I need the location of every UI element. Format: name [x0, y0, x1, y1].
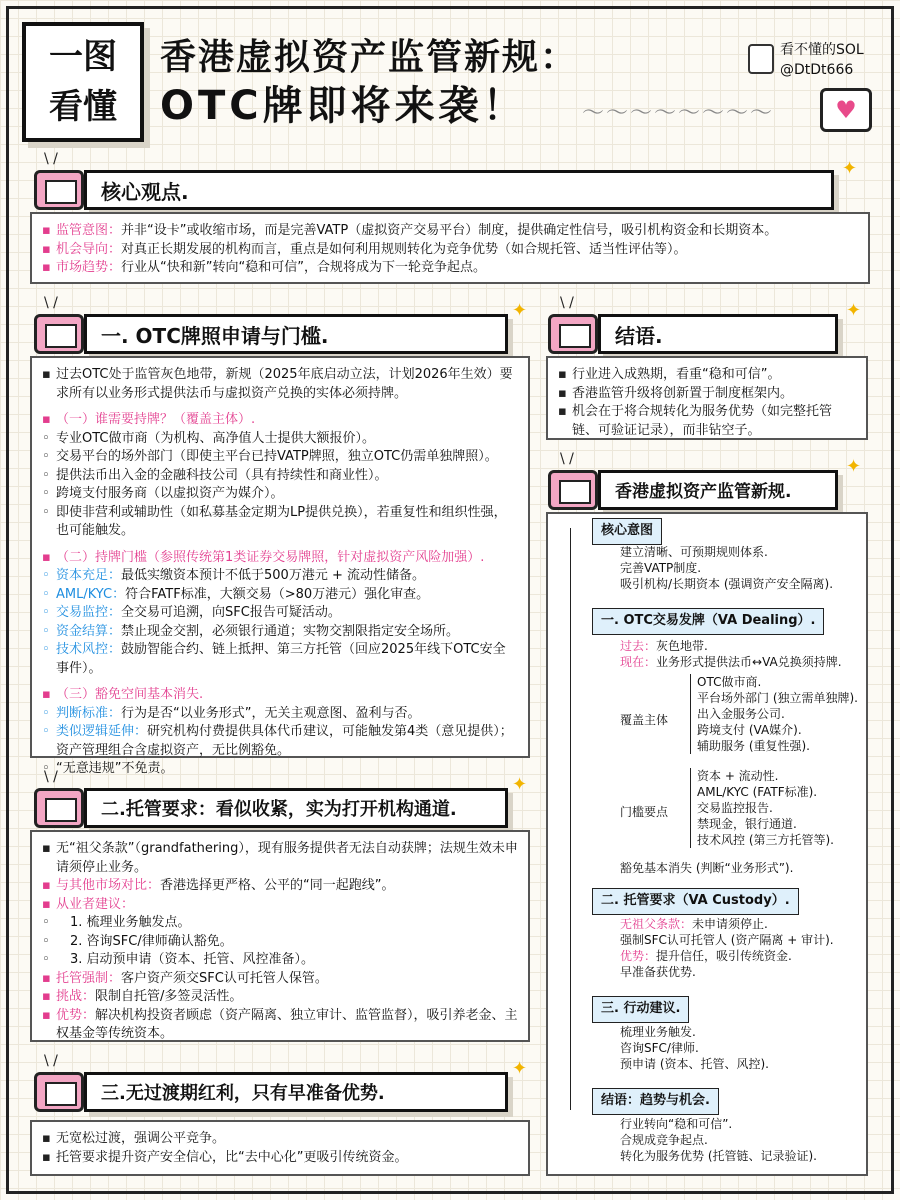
concl-box [546, 356, 868, 440]
s3-box [30, 1120, 530, 1176]
wave-decoration: ～～～～～～～～ [582, 101, 775, 126]
tree-trunk [570, 528, 571, 1110]
list-item: ◦ 交易监控：全交易可追溯，向SFC报告可疑活动。 [42, 604, 518, 623]
mind-leaves: 无祖父条款：未申请须停止. 强制SFC认可托管人 (资产隔离 + 审计). 优势：提升信任，吸引传统资金. 早准备获优势. [620, 917, 834, 979]
title-badge: 一图 看懂 [22, 22, 144, 142]
mind-node: 二. 托管要求（VA Custody）. [592, 888, 799, 915]
list-item: ◦ 类似逻辑延伸：研究机构付费提供具体代币建议，可能触发第4类（意见提供）；资产管理组合含虚拟资产，无比例豁免。 [42, 723, 518, 760]
antenna-icon: \ / [44, 295, 58, 311]
list-item: ◦ “无意违规”不免责。 [42, 760, 518, 779]
s1-h1: ▪ （一）谁需要持牌？（覆盖主体）. [42, 411, 518, 430]
antenna-icon: \ / [44, 1053, 58, 1069]
concl-title: 结语. [598, 314, 838, 354]
s1-intro: ▪ 过去OTC处于监管灰色地带，新规（2025年底启动立法，计划2026年生效）要求所有以业务形式提供法币与虚拟资产兑换的实体必须持牌。 [42, 366, 518, 403]
tv-icon [34, 788, 84, 828]
core-item: ▪ 市场趋势：行业从“快和新”转向“稳和可信”，合规将成为下一轮竞争起点。 [42, 259, 858, 278]
list-item: ▪ 香港监管升级将创新置于制度框架内。 [558, 385, 856, 404]
mind-leaves: 行业转向“稳和可信”. 合规成竞争起点. 转化为服务优势 (托管链、记录验证). [620, 1117, 817, 1163]
core-item: ▪ 机会导向：对真正长期发展的机构而言，重点是如何利用规则转化为竞争优势（如合规托管、适当性评估等）。 [42, 241, 858, 260]
list-item: ◦ 提供法币出入金的金融科技公司（具有持续性和商业性）。 [42, 467, 518, 486]
tv-icon [548, 470, 598, 510]
list-item: ▪ 托管要求提升资产安全信心，比“去中心化”更吸引传统资金。 [42, 1149, 518, 1168]
list-item: ▪ 托管强制：客户资产须交SFC认可托管人保管。 [42, 970, 518, 989]
list-item: ▪ 从业者建议： [42, 896, 518, 915]
mind-box [546, 512, 868, 1176]
avatar [748, 44, 774, 74]
spark-icon: ✦ [512, 774, 528, 795]
tv-icon [34, 1072, 84, 1112]
list-item: ◦ 技术风控：鼓励智能合约、链上抵押、第三方托管（回应2025年线下OTC安全事件）。 [42, 641, 518, 678]
s1-h3: ▪ （三）豁免空间基本消失. [42, 686, 518, 705]
core-box [30, 212, 870, 284]
antenna-icon: \ / [560, 295, 574, 311]
mind-node: 核心意图 [592, 518, 662, 545]
author-info: 看不懂的SOL @DtDt666 [780, 42, 864, 78]
list-item: ◦ 交易平台的场外部门（即使主平台已持VATP牌照，独立OTC仍需单独牌照）。 [42, 448, 518, 467]
antenna-icon: \ / [560, 451, 574, 467]
list-item: ▪ 挑战：限制自托管/多签灵活性。 [42, 988, 518, 1007]
mind-leaves: 梳理业务触发. 咨询SFC/律师. 预申请 (资本、托管、风控). [620, 1025, 769, 1071]
core-item: ▪ 监管意图：并非“设卡”或收缩市场，而是完善VATP（虚拟资产交易平台）制度，提供确定性信号，吸引机构资金和长期资本。 [42, 222, 858, 241]
antenna-icon: \ / [44, 151, 58, 167]
list-item: ◦ 3. 启动预申请（资本、托管、风控准备）。 [42, 951, 518, 970]
list-item: ▪ 行业进入成熟期，看重“稳和可信”。 [558, 366, 856, 385]
tv-icon [548, 314, 598, 354]
spark-icon: ✦ [512, 1058, 528, 1079]
list-item: ▪ 无宽松过渡，强调公平竞争。 [42, 1130, 518, 1149]
list-item: ◦ 1. 梳理业务触发点。 [42, 914, 518, 933]
heart-icon: ♥ [820, 88, 872, 132]
list-item: ▪ 无“祖父条款”（grandfathering），现有服务提供者无法自动获牌；法规生效未申请须停止业务。 [42, 840, 518, 877]
mind-leaves: OTC做市商. 平台场外部门 (独立需单独牌). 出入金服务公司. 跨境支付 (VA媒介). 辅助服务 (重复性强). [690, 674, 858, 754]
s2-title: 二.托管要求：看似收紧，实为打开机构通道. [84, 788, 508, 828]
list-item: ▪ 机会在于将合规转化为服务优势（如完整托管链、可验证记录），而非钻空子。 [558, 403, 856, 440]
list-item: ◦ 2. 咨询SFC/律师确认豁免。 [42, 933, 518, 952]
s1-title: 一. OTC牌照申请与门槛. [84, 314, 508, 354]
s3-title: 三.无过渡期红利，只有早准备优势. [84, 1072, 508, 1112]
core-title: 核心观点. [84, 170, 834, 210]
s1-h2: ▪ （二）持牌门槛（参照传统第1类证券交易牌照，针对虚拟资产风险加强）. [42, 549, 518, 568]
mind-leaves: 资本 + 流动性. AML/KYC (FATF标准). 交易监控报告. 禁现金，银行通道. 技术风控 (第三方托管等). [690, 768, 834, 848]
mind-title: 香港虚拟资产监管新规. [598, 470, 838, 510]
antenna-icon: \ / [44, 769, 58, 785]
list-item: ◦ 专业OTC做市商（为机构、高净值人士提供大额报价）。 [42, 430, 518, 449]
list-item: ◦ 资本充足：最低实缴资本预计不低于500万港元 + 流动性储备。 [42, 567, 518, 586]
mind-leaves: 过去：灰色地带. 现在：业务形式提供法币↔VA兑换须持牌. [620, 639, 842, 669]
mind-leaf: 豁免基本消失 (判断“业务形式”). [620, 861, 794, 875]
list-item: ◦ 跨境支付服务商（以虚拟资产为媒介）。 [42, 485, 518, 504]
list-item: ▪ 与其他市场对比：香港选择更严格、公平的“同一起跑线”。 [42, 877, 518, 896]
spark-icon: ✦ [846, 456, 862, 477]
mind-node: 一. OTC交易发牌（VA Dealing）. [592, 608, 824, 635]
mind-node: 三. 行动建议. [592, 996, 689, 1023]
mind-node: 覆盖主体 [620, 713, 669, 727]
mind-node: 门槛要点 [620, 805, 669, 819]
s2-box [30, 830, 530, 1042]
list-item: ◦ 判断标准：行为是否“以业务形式”，无关主观意图、盈利与否。 [42, 705, 518, 724]
tv-icon [34, 314, 84, 354]
s1-box [30, 356, 530, 776]
list-item: ◦ 资金结算：禁止现金交割，必须银行通道；实物交割限指定安全场所。 [42, 623, 518, 642]
list-item: ◦ 即使非营利或辅助性（如私募基金定期为LP提供兑换），若重复性和组织性强，也可能触发。 [42, 504, 518, 541]
spark-icon: ✦ [846, 300, 862, 321]
list-item: ◦ AML/KYC：符合FATF标准，大额交易（>80万港元）强化审查。 [42, 586, 518, 605]
mind-node: 结语：趋势与机会. [592, 1088, 719, 1115]
spark-icon: ✦ [512, 300, 528, 321]
page-title: 香港虚拟资产监管新规： OTC牌即将来袭！ [160, 37, 579, 129]
tv-icon [34, 170, 84, 210]
mind-leaves: 建立清晰、可预期规则体系. 完善VATP制度. 吸引机构/长期资本 (强调资产安全隔离). [620, 545, 834, 591]
list-item: ▪ 优势：解决机构投资者顾虑（资产隔离、独立审计、监管监督），吸引养老金、主权基金等传统资本。 [42, 1007, 518, 1044]
spark-icon: ✦ [842, 158, 858, 179]
